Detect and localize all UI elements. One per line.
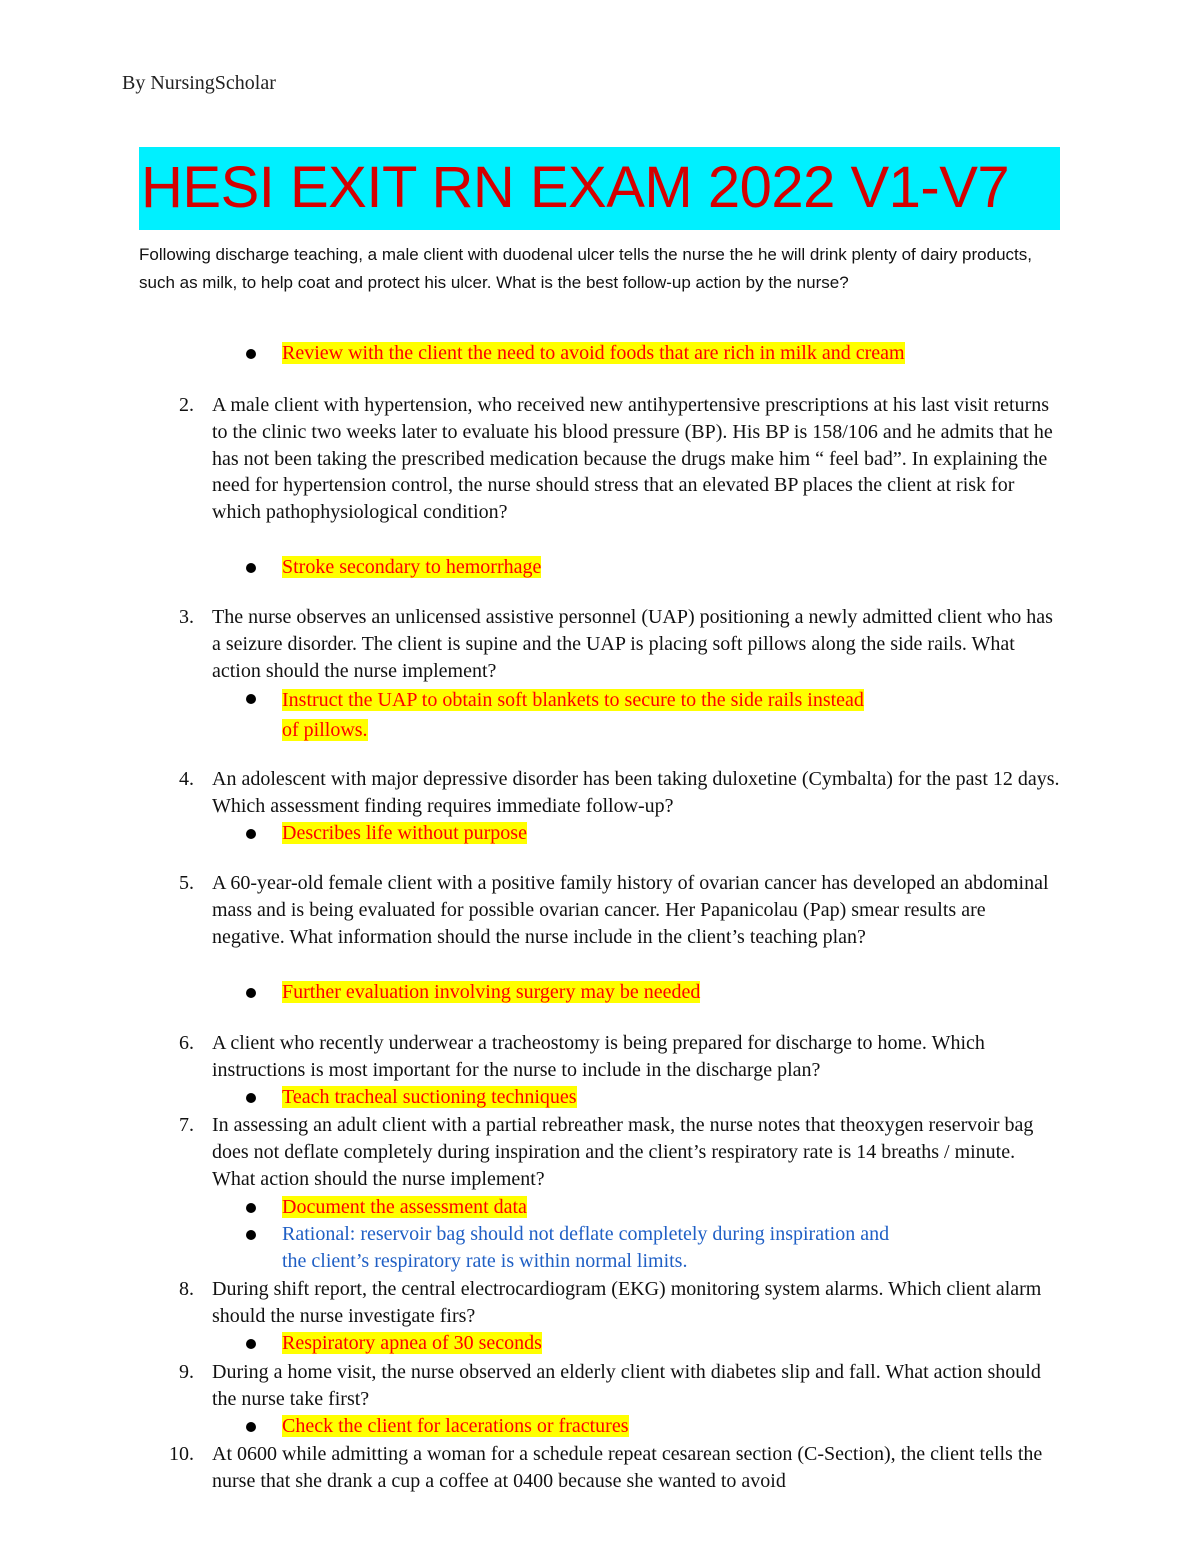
rationale: Rational: reservoir bag should not deflate completely during inspiration and the client’s respiratory rate is within normal limits. bbox=[282, 1223, 890, 1272]
question-text: A male client with hypertension, who received new antihypertensive prescriptions at his last visit returns to the clinic two weeks later to evaluate his blood pressure (BP). His BP is 158/106 and he admits that he has not been taking the prescribed medication because the drugs make him “ feel bad”. In explaining the need for hypertension control, the nurse should stress that an elevated BP places the client at risk for which pathophysiological condition? bbox=[212, 394, 1053, 524]
bullet-icon bbox=[246, 694, 256, 704]
question-number: 4. bbox=[179, 768, 194, 790]
question-number: 2. bbox=[179, 394, 194, 416]
bullet-icon bbox=[246, 988, 256, 998]
question-text: At 0600 while admitting a woman for a schedule repeat cesarean section (C-Section), the client tells the nurse that she drank a cup a coffee at 0400 because she wanted to avoid bbox=[212, 1443, 1043, 1492]
question-text: A client who recently underwear a tracheostomy is being prepared for discharge to home. Which instructions is most important for the nurse to include in the discharge plan? bbox=[212, 1032, 985, 1081]
answer: Stroke secondary to hemorrhage bbox=[282, 556, 542, 578]
bullet-icon bbox=[246, 1230, 256, 1240]
answer: Respiratory apnea of 30 seconds bbox=[282, 1332, 542, 1354]
question-text: The nurse observes an unlicensed assistive personnel (UAP) positioning a newly admitted client who has a seizure disorder. The client is supine and the UAP is placing soft pillows along the side rails. What action should the nurse implement? bbox=[212, 606, 1053, 682]
question-text: In assessing an adult client with a partial rebreather mask, the nurse notes that theoxygen reservoir bag does not deflate completely during inspiration and the client’s respiratory rate is 14 breaths / minute. What action should the nurse implement? bbox=[212, 1114, 1034, 1190]
byline: By NursingScholar bbox=[122, 72, 276, 94]
bullet-icon bbox=[246, 1339, 256, 1349]
answer: Teach tracheal suctioning techniques bbox=[282, 1086, 577, 1108]
answer: Instruct the UAP to obtain soft blankets to secure to the side rails instead of pillows. bbox=[282, 689, 864, 741]
answer: Further evaluation involving surgery may be needed bbox=[282, 981, 701, 1003]
question-text: A 60-year-old female client with a positive family history of ovarian cancer has developed an abdominal mass and is being evaluated for possible ovarian cancer. Her Papanicolau (Pap) smear results are negative. What information should the nurse include in the client’s teaching plan? bbox=[212, 872, 1049, 948]
bullet-icon bbox=[246, 829, 256, 839]
question-number: 8. bbox=[179, 1278, 194, 1300]
question-number: 9. bbox=[179, 1361, 194, 1383]
question-number: 3. bbox=[179, 606, 194, 628]
question-number: 6. bbox=[179, 1032, 194, 1054]
intro-question: Following discharge teaching, a male client with duodenal ulcer tells the nurse the he will drink plenty of dairy products, such as milk, to help coat and protect his ulcer. What is the best follow-up action by the nurse? bbox=[139, 245, 1032, 292]
answer: Check the client for lacerations or fractures bbox=[282, 1415, 629, 1437]
bullet-icon bbox=[246, 563, 256, 573]
bullet-icon bbox=[246, 349, 256, 359]
bullet-icon bbox=[246, 1093, 256, 1103]
bullet-icon bbox=[246, 1422, 256, 1432]
answer: Document the assessment data bbox=[282, 1196, 527, 1218]
question-text: An adolescent with major depressive disorder has been taking duloxetine (Cymbalta) for the past 12 days. Which assessment finding requires immediate follow-up? bbox=[212, 768, 1060, 817]
question-number: 10. bbox=[169, 1443, 194, 1465]
question-text: During shift report, the central electrocardiogram (EKG) monitoring system alarms. Which client alarm should the nurse investigate firs? bbox=[212, 1278, 1042, 1327]
question-number: 5. bbox=[179, 872, 194, 894]
question-number: 7. bbox=[179, 1114, 194, 1136]
question-text: During a home visit, the nurse observed an elderly client with diabetes slip and fall. What action should the nurse take first? bbox=[212, 1361, 1041, 1410]
intro-answer: Review with the client the need to avoid foods that are rich in milk and cream bbox=[282, 342, 905, 364]
document-title: HESI EXIT RN EXAM 2022 V1-V7 bbox=[141, 155, 1010, 220]
bullet-icon bbox=[246, 1203, 256, 1213]
answer: Describes life without purpose bbox=[282, 822, 527, 844]
